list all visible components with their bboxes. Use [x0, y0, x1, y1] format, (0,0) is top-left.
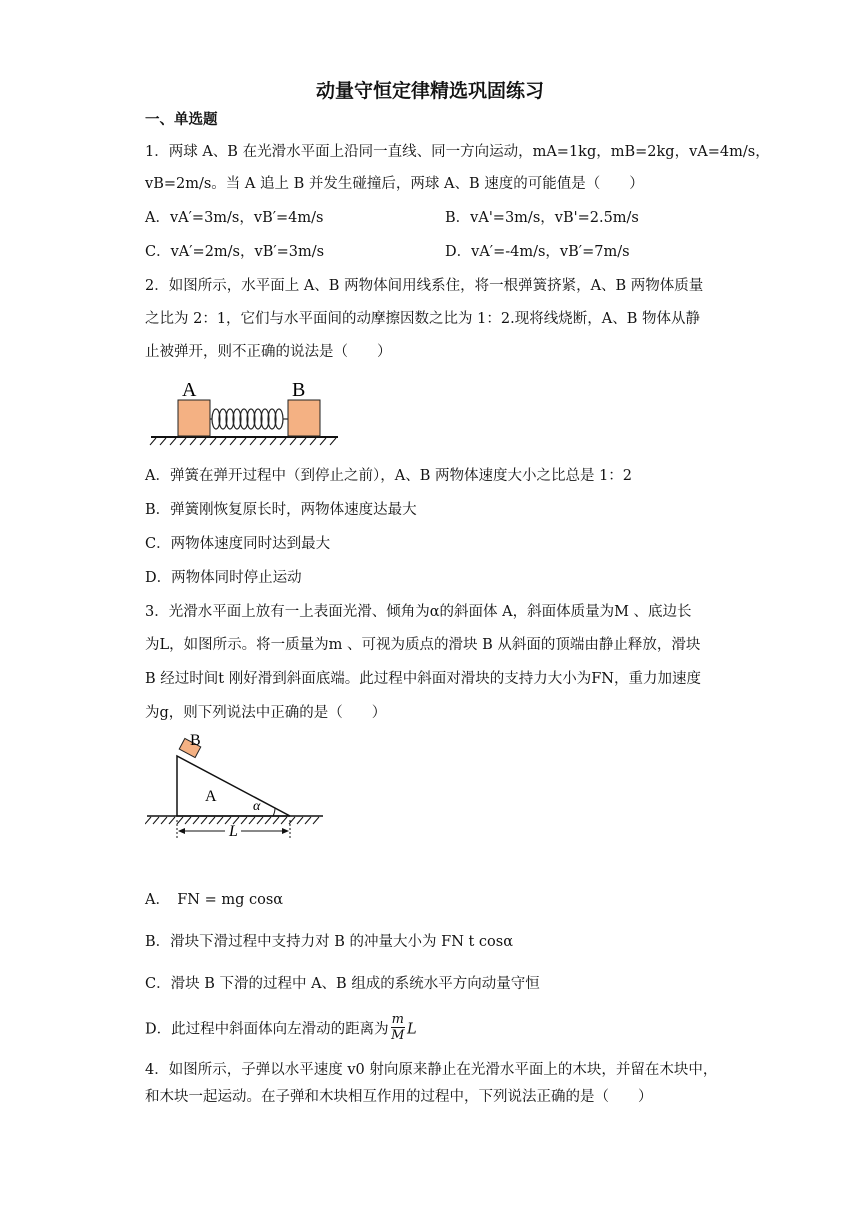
q3-stem-line1: 3．光滑水平面上放有一上表面光滑、倾角为α的斜面体 A，斜面体质量为M 、底边长 — [145, 604, 692, 620]
q3-option-b: B．滑块下滑过程中支持力对 B 的冲量大小为 FN t cosα — [145, 934, 514, 950]
section-heading: 一、单选题 — [145, 112, 218, 128]
page-title: 动量守恒定律精选巩固练习 — [315, 80, 544, 102]
q3-option-d — [145, 1014, 417, 1045]
q3-option-d-suffix: L — [406, 1021, 417, 1038]
q2-option-c: C．两物体速度同时达到最大 — [145, 536, 331, 552]
q2-option-b: B．弹簧刚恢复原长时，两物体速度达最大 — [145, 502, 417, 518]
q4-stem-line1: 4．如图所示，子弹以水平速度 v0 射向原来静止在光滑水平面上的木块，并留在木块中， — [145, 1062, 718, 1078]
block-a — [178, 400, 210, 436]
q3-option-d-prefix: D．此过程中斜面体向左滑动的距离为 — [145, 1021, 389, 1038]
figure-label-b: B — [190, 732, 201, 749]
q1-option-b: B．vA'=3m/s，vB'=2.5m/s — [445, 210, 639, 226]
q1-option-d: D．vA′=-4m/s，vB′=7m/s — [445, 244, 630, 260]
q2-option-a: A．弹簧在弹开过程中（到停止之前），A、B 两物体速度大小之比总是 1：2 — [145, 468, 633, 484]
q1-stem-line2: vB=2m/s。当 A 追上 B 并发生碰撞后，两球 A、B 速度的可能值是（ ） — [145, 176, 644, 192]
incline-block-a — [177, 756, 290, 816]
q3-stem-line4: 为g，则下列说法中正确的是（ ） — [145, 705, 387, 721]
block-b — [288, 400, 320, 436]
figure-label-a: A — [182, 379, 197, 401]
q2-stem-line3: 止被弹开，则不正确的说法是（ ） — [145, 344, 392, 360]
spring — [210, 409, 288, 429]
spring-blocks-figure — [148, 374, 343, 446]
q2-option-d: D．两物体同时停止运动 — [145, 570, 302, 586]
fraction-denominator: M — [391, 1028, 405, 1043]
fraction — [391, 1012, 405, 1043]
q3-stem-line3: B 经过时间t 刚好滑到斜面底端。此过程中斜面对滑块的支持力大小为FN，重力加速度 — [145, 671, 701, 687]
incline-figure — [145, 728, 327, 840]
fraction-numerator: m — [391, 1012, 404, 1027]
q1-stem-line1: 1．两球 A、B 在光滑水平面上沿同一直线、同一方向运动，mA=1kg，mB=2kg，vA=4m/s， — [145, 144, 770, 160]
q2-stem-line2: 之比为 2：1，它们与水平面间的动摩擦因数之比为 1：2.现将线烧断，A、B 物体从静 — [145, 311, 700, 327]
figure-label-b: B — [292, 379, 306, 401]
q3-stem-line2: 为L，如图所示。将一质量为m 、可视为质点的滑块 B 从斜面的顶端由静止释放，滑块 — [145, 637, 701, 653]
figure-label-alpha: α — [253, 799, 261, 814]
q1-option-c: C．vA′=2m/s，vB′=3m/s — [145, 244, 325, 260]
figure-label-a: A — [205, 788, 217, 805]
figure-label-l: L — [229, 823, 238, 840]
q1-option-a: A．vA′=3m/s，vB′=4m/s — [145, 210, 324, 226]
q3-option-a: A． FN = mg cosα — [145, 892, 284, 908]
q3-option-c: C．滑块 B 下滑的过程中 A、B 组成的系统水平方向动量守恒 — [145, 976, 540, 992]
q2-stem-line1: 2．如图所示，水平面上 A、B 两物体间用线系住，将一根弹簧挤紧，A、B 两物体质量 — [145, 278, 704, 294]
q4-stem-line2: 和木块一起运动。在子弹和木块相互作用的过程中，下列说法正确的是（ ） — [145, 1089, 653, 1105]
